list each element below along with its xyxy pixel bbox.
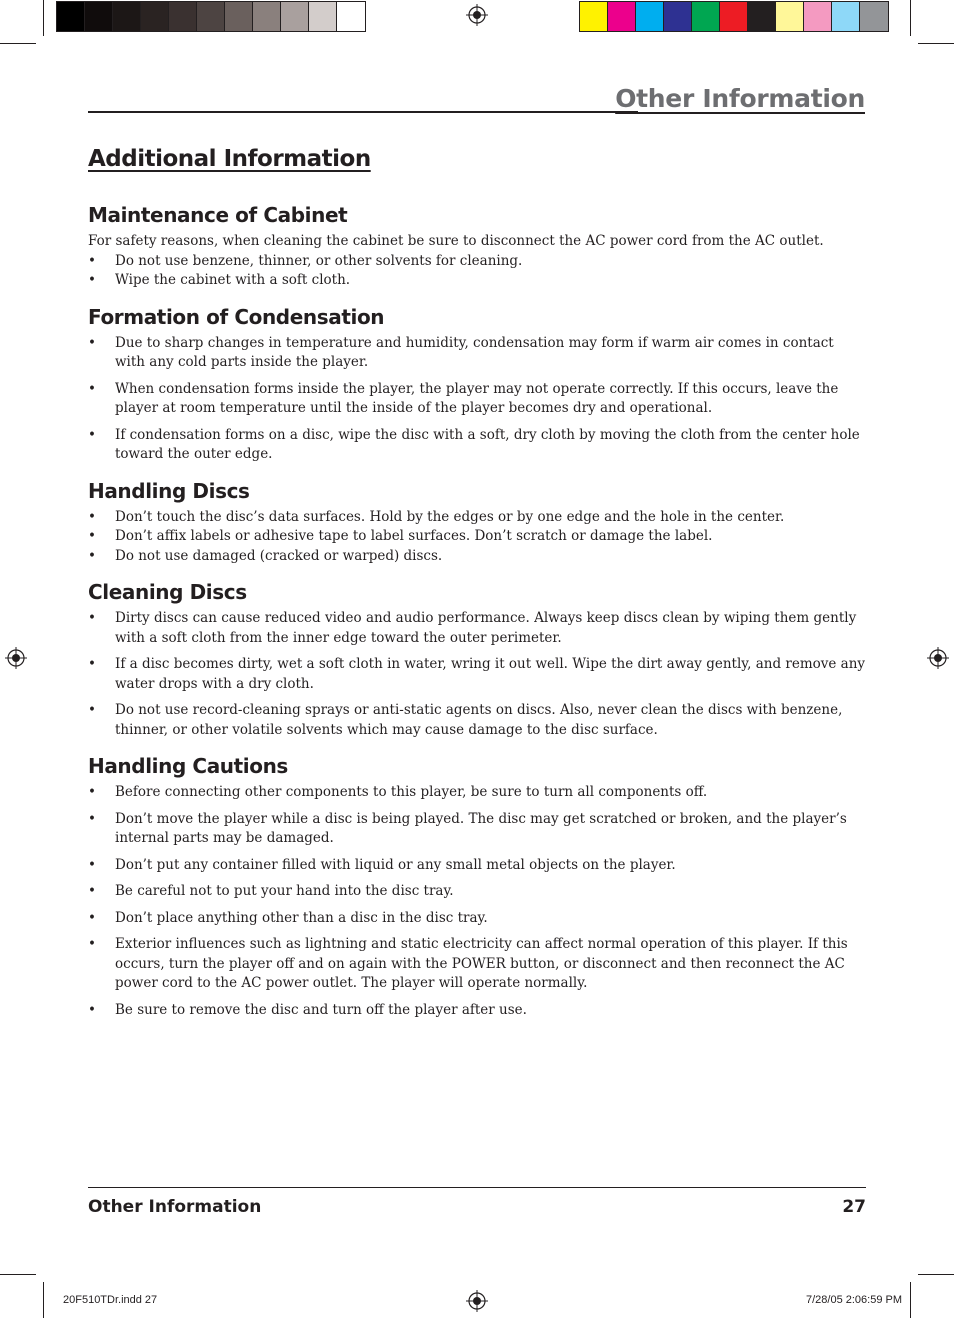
running-header-title: Other Information: [615, 84, 865, 113]
bullet-item: • Do not use benzene, thinner, or other solvents for cleaning.: [88, 252, 866, 272]
section-heading: Handling Cautions: [88, 754, 288, 778]
bullet-item: • Do not use damaged (cracked or warped) discs.: [88, 547, 866, 567]
color-swatch: [860, 2, 888, 31]
bullet-item: • When condensation forms inside the player, the player may not operate correctly. If this occurs, leave the player at room temperature until the inside of the player becomes dry and operational.: [88, 380, 866, 419]
crop-mark: [918, 1274, 954, 1275]
header-rule: [88, 111, 638, 113]
color-swatch: [664, 2, 692, 31]
bullet-list: [88, 334, 866, 465]
bullet-item: • Exterior influences such as lightning and static electricity can affect normal operation of this player. If this occurs, turn the player off and on again with the POWER button, or disconnect and then reconnect the AC power cord to the AC power outlet. The player will operate normally.: [88, 935, 866, 994]
color-swatch: [309, 2, 337, 31]
color-swatch: [580, 2, 608, 31]
bullet-item: • If a disc becomes dirty, wet a soft cloth in water, wring it out well. Wipe the dirt away gently, and remove any water drops with a dry cloth.: [88, 655, 866, 694]
color-swatch: [776, 2, 804, 31]
color-swatch: [169, 2, 197, 31]
crop-mark: [918, 43, 954, 44]
section-heading: Maintenance of Cabinet: [88, 203, 348, 227]
bullet-item: • Dirty discs can cause reduced video and audio performance. Always keep discs clean by wiping them gently with a soft cloth from the inner edge toward the outer perimeter.: [88, 609, 866, 648]
color-swatch: [748, 2, 776, 31]
color-swatch: [337, 2, 365, 31]
color-swatch: [832, 2, 860, 31]
bullet-item: • Don’t touch the disc’s data surfaces. Hold by the edges or by one edge and the hole in the center.: [88, 508, 866, 528]
page-title: Additional Information: [88, 146, 371, 172]
color-swatch: [225, 2, 253, 31]
bullet-item: • Be sure to remove the disc and turn off the player after use.: [88, 1001, 866, 1021]
section-heading: Handling Discs: [88, 478, 250, 503]
section: [88, 479, 866, 567]
color-swatch: [281, 2, 309, 31]
section-list: [88, 203, 866, 1020]
bullet-item: • Don’t move the player while a disc is being played. The disc may get scratched or broken, and the player’s internal parts may be damaged.: [88, 810, 866, 849]
bullet-list: [88, 508, 866, 567]
footer-section-name: Other Information: [88, 1197, 262, 1217]
bullet-item: • Due to sharp changes in temperature and humidity, condensation may form if warm air comes in contact with any cold parts inside the player.: [88, 334, 866, 373]
color-swatch: [636, 2, 664, 31]
crop-mark: [910, 0, 911, 36]
bullet-item: • Do not use record-cleaning sprays or anti-static agents on discs. Also, never clean the discs with benzene, thinner, or other volatile solvents which may cause damage to the disc surface.: [88, 701, 866, 740]
crop-mark: [0, 1274, 36, 1275]
color-swatch: [692, 2, 720, 31]
registration-mark-icon: [466, 4, 488, 26]
color-swatch: [197, 2, 225, 31]
print-slug-file: 20F510TDr.indd 27: [63, 1294, 158, 1306]
bullet-item: • Wipe the cabinet with a soft cloth.: [88, 271, 866, 291]
grayscale-color-bar: [56, 1, 366, 32]
crop-mark: [910, 1282, 911, 1318]
section: [88, 580, 866, 740]
color-swatch: [141, 2, 169, 31]
registration-mark-icon: [466, 1290, 488, 1312]
color-swatch: [608, 2, 636, 31]
bullet-item: • Don’t place anything other than a disc in the disc tray.: [88, 909, 866, 929]
section: [88, 754, 866, 1020]
section-intro: For safety reasons, when cleaning the cabinet be sure to disconnect the AC power cord from the AC outlet.: [88, 233, 824, 249]
main-content: [88, 146, 866, 1034]
color-swatch: [253, 2, 281, 31]
section-heading: Cleaning Discs: [88, 580, 247, 604]
color-swatch: [720, 2, 748, 31]
color-swatch: [57, 2, 85, 31]
bullet-item: • Don’t put any container filled with liquid or any small metal objects on the player.: [88, 856, 866, 876]
print-slug-timestamp: 7/28/05 2:06:59 PM: [805, 1294, 902, 1306]
bullet-item: • Don’t affix labels or adhesive tape to label surfaces. Don’t scratch or damage the label.: [88, 527, 866, 547]
registration-mark-icon: [927, 647, 949, 669]
registration-mark-icon: [5, 647, 27, 669]
page-number: 27: [842, 1197, 866, 1217]
bullet-list: [88, 609, 866, 740]
footer-rule: [88, 1187, 866, 1188]
color-swatch: [113, 2, 141, 31]
color-swatch: [804, 2, 832, 31]
bullet-item: • Be careful not to put your hand into the disc tray.: [88, 882, 866, 902]
bullet-item: • Before connecting other components to this player, be sure to turn all components off.: [88, 783, 866, 803]
bullet-list: [88, 783, 866, 1020]
color-swatch: [85, 2, 113, 31]
section: [88, 305, 866, 465]
crop-mark: [43, 1282, 44, 1318]
process-color-bar: [579, 1, 889, 32]
bullet-item: • If condensation forms on a disc, wipe the disc with a soft, dry cloth by moving the cloth from the center hole toward the outer edge.: [88, 426, 866, 465]
crop-mark: [43, 0, 44, 36]
bullet-list: [88, 252, 866, 291]
section-heading: Formation of Condensation: [88, 304, 385, 329]
section: [88, 203, 866, 291]
crop-mark: [0, 43, 36, 44]
